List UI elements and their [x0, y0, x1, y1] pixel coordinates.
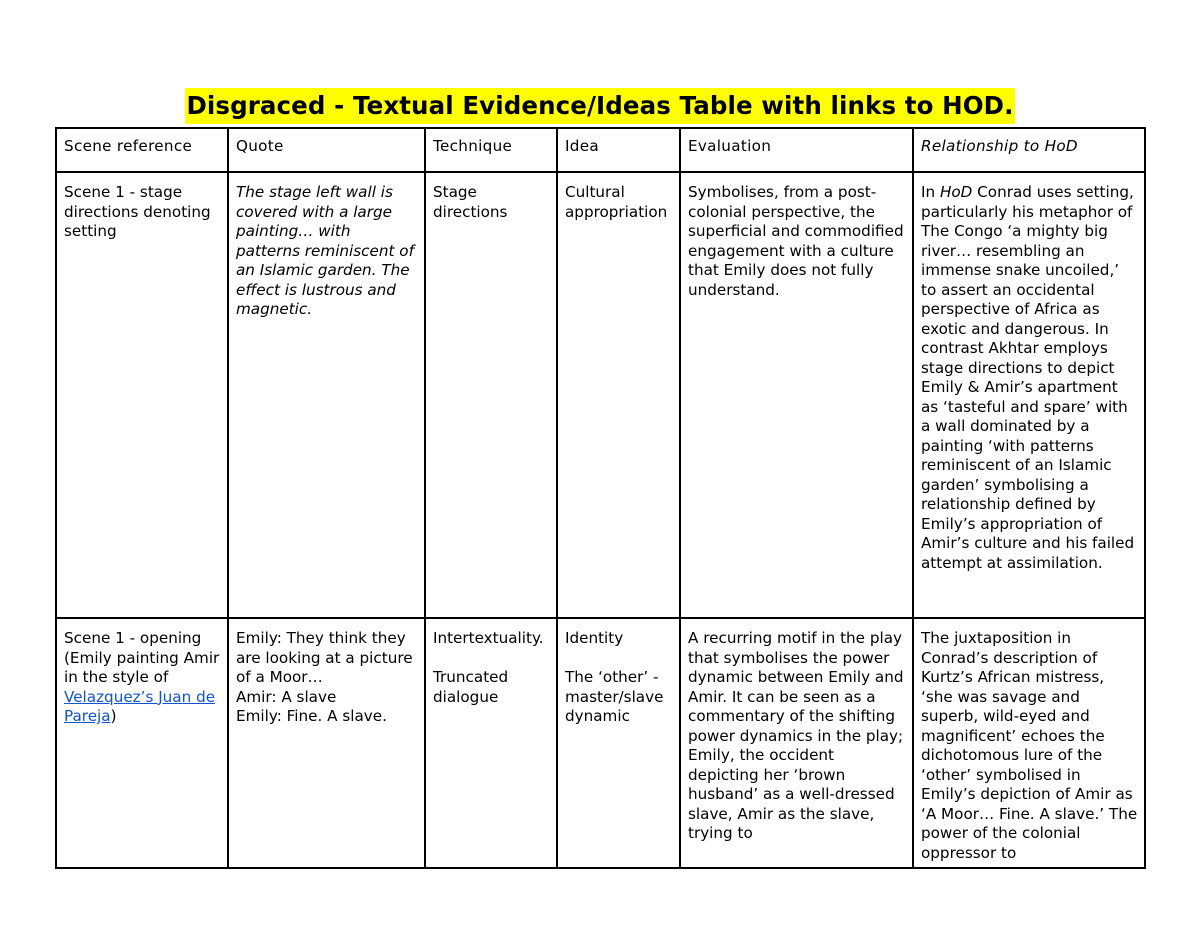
table-header-row — [56, 128, 1145, 172]
spacer — [565, 649, 673, 669]
cell-technique — [425, 618, 557, 868]
page-title: Disgraced - Textual Evidence/Ideas Table with links to HOD. — [185, 88, 1014, 124]
header-evaluation: Evaluation — [680, 128, 913, 172]
technique-item: Truncated dialogue — [433, 668, 509, 706]
cell-idea — [557, 618, 680, 868]
relationship-prefix: In — [921, 183, 940, 201]
cell-quote: The stage left wall is covered with a large painting… with patterns reminiscent of an Islamic garden. The effect is lustrous and magnetic. — [228, 172, 425, 618]
cell-technique: Stage directions — [425, 172, 557, 618]
spacer — [433, 649, 550, 669]
header-idea: Idea — [557, 128, 680, 172]
idea-item: The ‘other’ - master/slave dynamic — [565, 668, 664, 725]
cell-quote — [228, 618, 425, 868]
header-scene-reference: Scene reference — [56, 128, 228, 172]
hod-abbreviation: HoD — [939, 183, 973, 201]
quote-line: Emily: Fine. A slave. — [236, 707, 387, 725]
header-technique: Technique — [425, 128, 557, 172]
idea-item: Identity — [565, 629, 624, 647]
velazquez-painting-link[interactable]: Velazquez’s Juan de Pareja — [64, 687, 216, 725]
relationship-text: Conrad uses setting, particularly his metaphor of The Congo ‘a mighty big river… resembling an immense snake uncoiled,’ to assert an occidental perspective of Africa as exotic and dangerous. In contrast Akhtar employs stage directions to depict Emily & Amir’s apartment as ‘tasteful and spare’ with a wall dominated by a painting ‘with patterns reminiscent of an Islamic garden’ symbolising a relationship defined by Emily’s appropriation of Amir’s culture and his failed attempt at assimilation. — [921, 183, 1135, 572]
evidence-table — [55, 127, 1146, 869]
technique-item: Intertextuality. — [433, 629, 544, 647]
table-row — [56, 172, 1145, 618]
cell-relationship: The juxtaposition in Conrad’s description of Kurtz’s African mistress, ‘she was savage and superb, wild-eyed and magnificent’ echoes the dichotomous lure of the ‘other’ symbolised in Emily’s depiction of Amir as ‘A Moor… Fine. A slave.’ The power of the colonial oppressor to — [913, 618, 1145, 868]
quote-line: Emily: They think they are looking at a picture of a Moor… — [236, 629, 413, 686]
cell-evaluation: Symbolises, from a post-colonial perspective, the superficial and commodified engagement with a culture that Emily does not fully understand. — [680, 172, 913, 618]
header-relationship-to-hod: Relationship to HoD — [913, 128, 1145, 172]
page-title-wrapper — [0, 88, 1200, 124]
cell-scene — [56, 618, 228, 868]
cell-scene: Scene 1 - stage directions denoting setting — [56, 172, 228, 618]
scene-text: Scene 1 - opening (Emily painting Amir in the style of — [64, 629, 220, 686]
table-row — [56, 618, 1145, 868]
scene-suffix: ) — [110, 707, 117, 725]
header-quote: Quote — [228, 128, 425, 172]
cell-relationship — [913, 172, 1145, 618]
quote-line: Amir: A slave — [236, 687, 337, 706]
cell-idea: Cultural appropriation — [557, 172, 680, 618]
cell-evaluation: A recurring motif in the play that symbolises the power dynamic between Emily and Amir. It can be seen as a commentary of the shifting power dynamics in the play; Emily, the occident depicting her ‘brown husband’ as a well-dressed slave, Amir as the slave, trying to — [680, 618, 913, 868]
